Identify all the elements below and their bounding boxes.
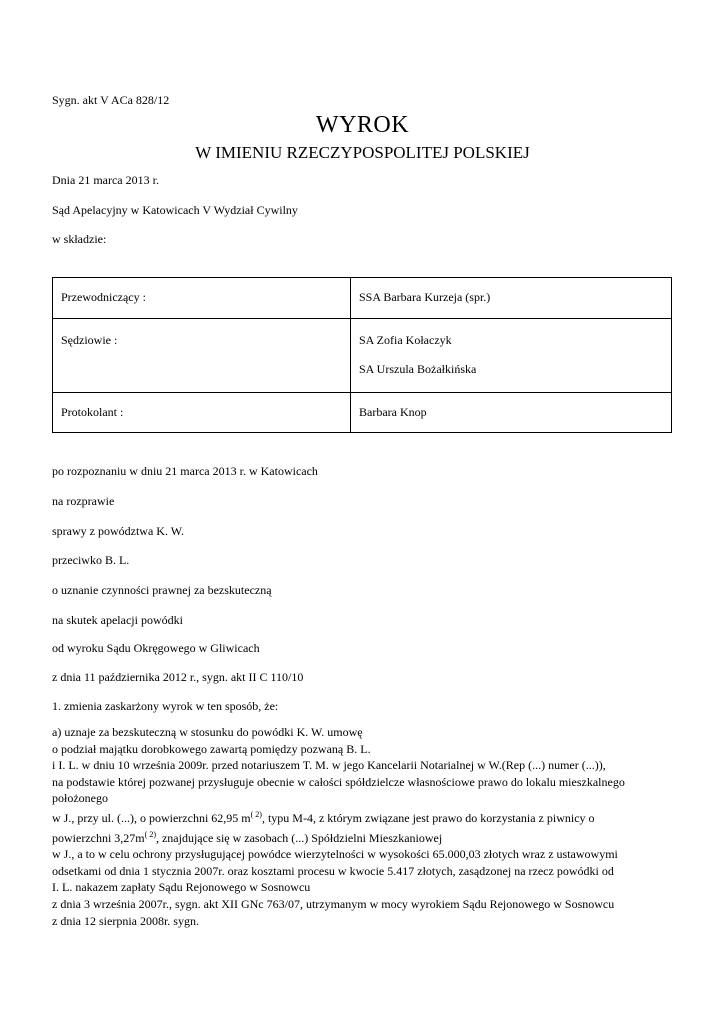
paragraph-line (52, 830, 672, 847)
paragraph-line: odsetkami od dnia 1 stycznia 2007r. oraz kosztami procesu w kwocie 5.417 złotych, zasądzonej na rzecz powódki od (52, 863, 614, 878)
paragraph-line: i I. L. w dniu 10 września 2009r. przed notariuszem T. M. w jego Kancelarii Notarialnej w W.(Rep (...) numer (...)), (52, 758, 606, 773)
text-span: w J., przy ul. (...), o powierzchni 62,95 m (52, 810, 251, 825)
text-span: powierzchni 3,27m (52, 830, 145, 845)
body-line: na rozprawie (52, 494, 115, 508)
chair-label: Przewodniczący : (53, 278, 351, 319)
body-line: przeciwko B. L. (52, 553, 130, 567)
table-row (53, 319, 672, 393)
table-row (53, 393, 672, 433)
superscript: ( 2) (250, 809, 262, 819)
judge-name: SA Urszula Bożałkińska (359, 362, 477, 376)
composition-label: w składzie: (52, 232, 107, 246)
paragraph-line: a) uznaje za bezskuteczną w stosunku do powódki K. W. umowę (52, 725, 363, 739)
paragraph-a (52, 724, 672, 929)
paragraph-line: z dnia 12 sierpnia 2008r. sygn. (52, 913, 199, 928)
table-row (53, 278, 672, 319)
paragraph-line: z dnia 3 września 2007r., sygn. akt XII GNc 763/07, utrzymanym w mocy wyrokiem Sądu Rejonowego w Sosnowcu (52, 896, 615, 911)
judges-cell (351, 319, 672, 393)
case-signature: Sygn. akt V ACa 828/12 (52, 93, 170, 107)
body-line: sprawy z powództwa K. W. (52, 524, 184, 538)
judges-label: Sędziowie : (53, 319, 351, 393)
superscript: ( 2) (144, 829, 156, 839)
judgment-date: Dnia 21 marca 2013 r. (52, 173, 159, 187)
paragraph-line: położonego (52, 791, 108, 806)
judge-name: SA Zofia Kołaczyk (359, 333, 452, 347)
paragraph-line: o podział majątku dorobkowego zawartą pomiędzy pozwaną B. L. (52, 741, 371, 756)
chair-name: SSA Barbara Kurzeja (spr.) (351, 278, 672, 319)
body-line: po rozpoznaniu w dniu 21 marca 2013 r. w Katowicach (52, 464, 318, 478)
body-line: od wyroku Sądu Okręgowego w Gliwicach (52, 641, 260, 655)
body-line: o uznanie czynności prawnej za bezskuteczną (52, 583, 272, 597)
court-panel-table (52, 277, 672, 433)
body-line: 1. zmienia zaskarżony wyrok w ten sposób, że: (52, 699, 279, 713)
paragraph-line (52, 810, 672, 827)
document-title: WYROK (315, 112, 410, 138)
court-name: Sąd Apelacyjny w Katowicach V Wydział Cywilny (52, 203, 298, 217)
text-span: , znajdujące się w zasobach (...) Spółdzielni Mieszkaniowej (155, 830, 443, 845)
paragraph-line: na podstawie której pozwanej przysługuje obecnie w całości spółdzielcze własnościowe prawo do lokalu mieszkalnego (52, 774, 625, 789)
document-subtitle: W IMIENIU RZECZYPOSPOLITEJ POLSKIEJ (195, 143, 530, 162)
clerk-label: Protokolant : (53, 393, 351, 433)
paragraph-line: I. L. nakazem zapłaty Sądu Rejonowego w Sosnowcu (52, 880, 311, 895)
paragraph-line: w J., a to w celu ochrony przysługującej powódce wierzytelności w wysokości 65.000,03 złotych wraz z ustawowymi (52, 847, 618, 862)
body-line: na skutek apelacji powódki (52, 613, 183, 627)
body-line: z dnia 11 października 2012 r., sygn. akt II C 110/10 (52, 670, 304, 684)
clerk-name: Barbara Knop (351, 393, 672, 433)
text-span: , typu M-4, z którym związane jest prawo do korzystania z piwnicy o (261, 810, 595, 825)
